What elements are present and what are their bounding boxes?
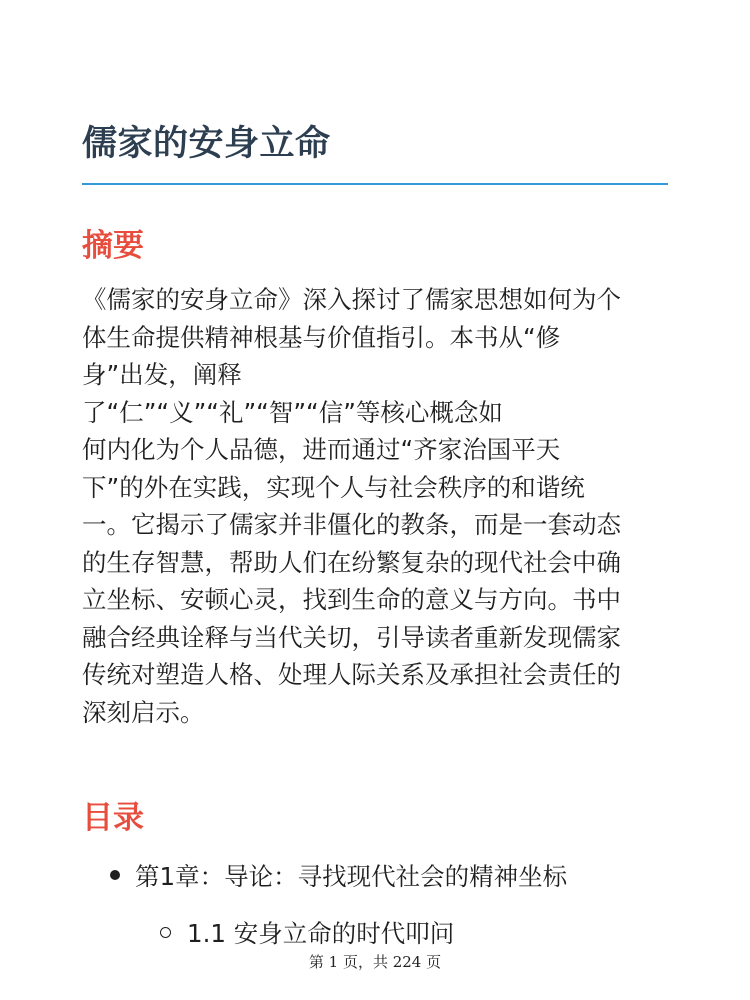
summary-line: 深刻启示。 bbox=[82, 697, 205, 727]
title-divider bbox=[82, 183, 668, 185]
summary-line: 身”出发，阐释 bbox=[82, 360, 242, 389]
summary-line: 了“仁”“义”“礼”“智”“信”等核心概念如 bbox=[82, 397, 503, 427]
bullet-circle-icon bbox=[160, 927, 171, 938]
summary-line: 下”的外在实践，实现个人与社会秩序的和谐统 bbox=[82, 472, 585, 502]
summary-line: 传统对塑造人格、处理人际关系及承担社会责任的 bbox=[82, 660, 621, 689]
summary-line: 体生命提供精神根基与价值指引。本书从“修 bbox=[82, 322, 561, 352]
summary-line: 一。它揭示了儒家并非僵化的教条，而是一套动态 bbox=[82, 510, 621, 539]
summary-paragraph bbox=[82, 281, 668, 731]
summary-line: 何内化为个人品德，进而通过“齐家治国平天 bbox=[82, 435, 561, 464]
document-title: 儒家的安身立命 bbox=[82, 124, 331, 164]
toc-item-section-1-1[interactable] bbox=[160, 915, 454, 950]
summary-heading: 摘要 bbox=[82, 228, 144, 264]
bullet-disc-icon bbox=[110, 870, 120, 880]
summary-line: 立坐标、安顿心灵，找到生命的意义与方向。书中 bbox=[82, 585, 621, 614]
summary-line: 的生存智慧，帮助人们在纷繁复杂的现代社会中确 bbox=[82, 547, 621, 577]
toc-item-chapter-1[interactable] bbox=[110, 858, 567, 893]
summary-line: 融合经典诠释与当代关切，引导读者重新发现儒家 bbox=[82, 622, 621, 652]
toc-heading: 目录 bbox=[82, 800, 144, 836]
summary-line: 《儒家的安身立命》深入探讨了儒家思想如何为个 bbox=[82, 285, 621, 314]
page-footer: 第 1 页，共 224 页 bbox=[308, 953, 442, 971]
toc-item-label: 第1章：导论：寻找现代社会的精神坐标 bbox=[135, 862, 568, 891]
toc-item-label: 1.1 安身立命的时代叩问 bbox=[187, 919, 455, 948]
